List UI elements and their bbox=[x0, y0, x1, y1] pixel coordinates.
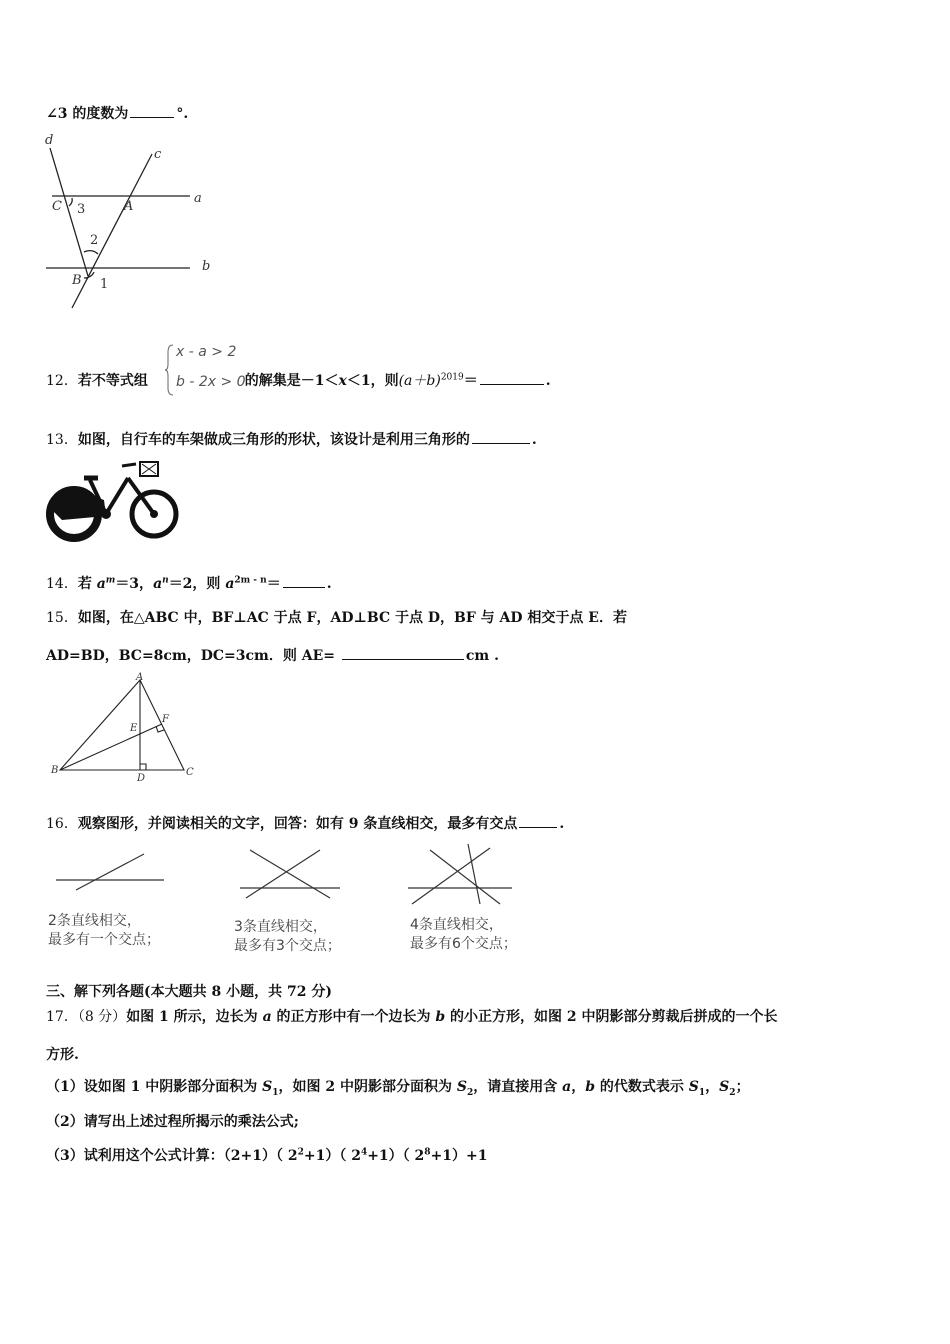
label-A: A bbox=[124, 199, 134, 214]
label-3: 3 bbox=[77, 202, 86, 217]
q13-line: 13．如图，自行车的车架做成三角形的形状，该设计是利用三角形的 . bbox=[46, 429, 537, 449]
q13-answer-blank[interactable] bbox=[472, 429, 530, 444]
q12-answer-blank[interactable] bbox=[480, 370, 544, 385]
label-a: a bbox=[194, 191, 202, 206]
line-c bbox=[72, 154, 152, 308]
q14-line: 14．若 $a^m=3$，$a^n=2$，则 $a^{2m - n}=$ . bbox=[46, 573, 332, 593]
three-lines-figure bbox=[236, 848, 344, 900]
q12-brace bbox=[164, 344, 174, 396]
q17-line1: 17．（8 分）如图 1 所示，边长为 a 的正方形中有一个边长为 b 的小正方形，如图 2 中阴影部分剪裁后拼成的一个长 bbox=[46, 1009, 778, 1025]
q16-answer-blank[interactable] bbox=[519, 813, 557, 828]
q16-line: 16．观察图形，并阅读相关的文字，回答：如有 9 条直线相交，最多有交点 . bbox=[46, 813, 564, 833]
q15-line1: 15．如图，在△ABC 中，BF⊥AC 于点 F，AD⊥BC 于点 D，BF 与 AD 相交于点 E．若 bbox=[46, 610, 627, 626]
q17-part2: （2）请写出上述过程所揭示的乘法公式; bbox=[46, 1114, 299, 1130]
caption-three-lines: 3条直线相交， 最多有3个交点； bbox=[234, 919, 341, 954]
q17-part3: （3）试利用这个公式计算：（2+1）（ $2^2+1$）（ $2^4+1$）（ $2^8+1)+1$ bbox=[46, 1147, 488, 1164]
q15-line2: AD=BD，BC=8cm，DC=3cm．则 AE= cm . bbox=[46, 645, 499, 665]
label-E: E bbox=[130, 723, 138, 734]
label-B: B bbox=[51, 765, 59, 776]
label-b: b bbox=[202, 259, 211, 274]
q11-figure bbox=[40, 128, 220, 313]
q12-line: 12．若不等式组 的解集是－1＜x＜1，则$(a+b)^{2019}=$ . bbox=[46, 370, 551, 390]
q12-system-line2: b - 2x > 0 bbox=[176, 374, 246, 390]
two-lines-figure bbox=[52, 852, 168, 892]
q11-answer-blank[interactable] bbox=[130, 103, 174, 118]
q12-system-line1: x - a > 2 bbox=[176, 344, 237, 360]
q15-triangle-figure bbox=[48, 672, 200, 784]
caption-two-lines: 2条直线相交， 最多有一个交点； bbox=[48, 913, 160, 948]
label-c: c bbox=[154, 147, 162, 162]
label-2: 2 bbox=[90, 233, 99, 248]
q11-tail: ∠3 的度数为 °. bbox=[46, 103, 188, 123]
section-3-heading: 三、解下列各题(本大题共 8 小题，共 72 分) bbox=[46, 984, 332, 1000]
q17-part1: （1）设如图 1 中阴影部分面积为 $S_1$，如图 2 中阴影部分面积为 $S_2$，请直接用含 a，b 的代数式表示 $S_1$，$S_2$； bbox=[46, 1079, 750, 1098]
label-D: D bbox=[137, 773, 146, 784]
q15-answer-blank[interactable] bbox=[342, 645, 464, 660]
label-A: A bbox=[136, 672, 144, 683]
label-C: C bbox=[186, 767, 194, 778]
angle-2-arc bbox=[84, 251, 98, 254]
caption-four-lines: 4条直线相交， 最多有6个交点； bbox=[410, 917, 517, 952]
four-lines-figure bbox=[404, 842, 516, 908]
label-F: F bbox=[162, 714, 169, 725]
label-1: 1 bbox=[100, 277, 109, 292]
q17-line2: 方形. bbox=[46, 1047, 79, 1063]
angle-3-arc bbox=[69, 198, 72, 206]
bicycle-figure bbox=[44, 458, 180, 542]
label-C: C bbox=[52, 199, 62, 214]
q14-answer-blank[interactable] bbox=[283, 573, 325, 588]
label-d: d bbox=[45, 133, 54, 148]
label-B: B bbox=[72, 273, 82, 288]
